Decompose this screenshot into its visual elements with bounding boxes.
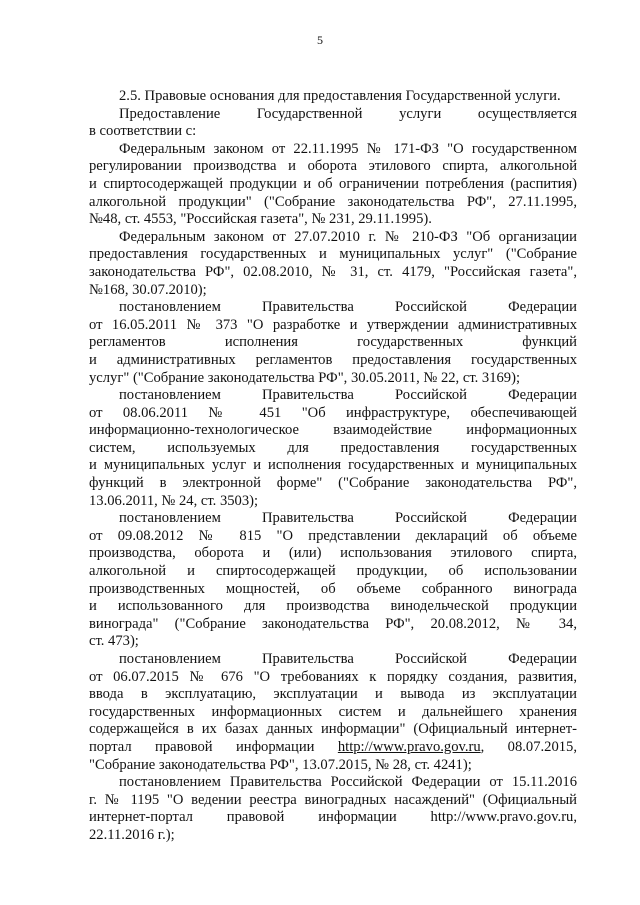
- text-line: №48, ст. 4553, "Российская газета", № 231, 29.11.1995).: [89, 211, 432, 228]
- paragraph: [89, 387, 577, 510]
- text-line: производственных мощностей, об объеме собранного винограда: [89, 580, 577, 597]
- text-line: алкогольной и спиртосодержащей продукции, об использовании: [89, 563, 577, 580]
- paragraph: [89, 651, 577, 774]
- text-line: интернет-портал правовой информации http://www.pravo.gov.ru,: [89, 809, 577, 826]
- text-line: и муниципальных услуг и исполнения государственных и муниципальных: [89, 457, 577, 474]
- text-line: функций в электронной форме" ("Собрание законодательства РФ",: [89, 475, 577, 492]
- text-line: 2.5. Правовые основания для предоставления Государственной услуги.: [119, 88, 561, 104]
- text-line: 22.11.2016 г.);: [89, 826, 175, 843]
- text-line: Федеральным законом от 27.07.2010 г. № 210-ФЗ "Об организации: [119, 228, 577, 245]
- text-line: Федеральным законом от 22.11.1995 № 171-ФЗ "О государственном: [119, 140, 577, 157]
- paragraph: [89, 141, 577, 229]
- text-line: предоставления государственных и муниципальных услуг" ("Собрание: [89, 246, 577, 263]
- page-number: 5: [317, 33, 323, 47]
- text-line: постановлением Правительства Российской Федерации: [119, 387, 577, 404]
- text-line: систем, используемых для предоставления государственных: [89, 439, 577, 456]
- text-line: в соответствии с:: [89, 123, 197, 140]
- paragraph: [89, 299, 577, 387]
- text-line: от 08.06.2011 № 451 "Об инфраструктуре, обеспечивающей: [89, 404, 577, 421]
- text-line: постановлением Правительства Российской Федерации: [119, 299, 577, 316]
- text-line: от 09.08.2012 № 815 "О представлении деклараций об объеме: [89, 527, 577, 544]
- text-line: информационно-технологическое взаимодействие информационных: [89, 422, 577, 439]
- text-line: регламентов исполнения государственных функций: [89, 334, 577, 351]
- pravo-gov-link[interactable]: http://www.pravo.gov.ru: [337, 738, 481, 755]
- text-line: и административных регламентов предоставления государственных: [89, 351, 577, 368]
- text-line: регулировании производства и оборота этилового спирта, алкогольной: [89, 158, 577, 175]
- text-line: и спиртосодержащей продукции и об ограничении потребления (распития): [89, 175, 577, 192]
- paragraph: [89, 510, 577, 651]
- text-line: постановлением Правительства Российской Федерации: [119, 651, 577, 667]
- text-line: государственных информационных систем и дальнейшего хранения: [89, 703, 577, 720]
- text-line: ввода в эксплуатацию, эксплуатации и вывода из эксплуатации: [89, 686, 577, 703]
- text-line: и использованного для производства винодельческой продукции: [89, 598, 577, 615]
- text-line: постановлением Правительства Российской Федерации: [119, 510, 577, 527]
- text-line: винограда" ("Собрание законодательства РФ", 20.08.2012, № 34,: [89, 615, 577, 632]
- document-body: [89, 88, 577, 845]
- text-line: портал правовой информации http://www.pravo.gov.ru, 08.07.2015,: [89, 738, 577, 755]
- paragraph: [89, 88, 577, 106]
- text-line: "Собрание законодательства РФ", 13.07.2015, № 28, ст. 4241);: [89, 756, 472, 773]
- text-line: алкогольной продукции" ("Собрание законодательства РФ", 27.11.1995,: [89, 193, 577, 210]
- text-line: от 16.05.2011 № 373 "О разработке и утверждении административных: [89, 316, 577, 333]
- paragraph: [89, 106, 577, 141]
- text-line: производства, оборота и (или) использования этилового спирта,: [89, 545, 577, 562]
- text-line: Предоставление Государственной услуги осуществляется: [119, 105, 577, 122]
- text-line: 13.06.2011, № 24, ст. 3503);: [89, 492, 259, 509]
- text-line: от 06.07.2015 № 676 "О требованиях к порядку создания, развития,: [89, 668, 577, 685]
- text-line: содержащейся в их базах данных информации" (Официальный интернет-: [89, 721, 577, 738]
- text-line: г. № 1195 "О ведении реестра виноградных насаждений" (Официальный: [89, 791, 577, 808]
- text-line: №168, 30.07.2010);: [89, 281, 207, 298]
- text-line: услуг" ("Собрание законодательства РФ", 30.05.2011, № 22, ст. 3169);: [89, 369, 521, 386]
- text-line: законодательства РФ", 02.08.2010, № 31, ст. 4179, "Российская газета",: [89, 263, 577, 280]
- paragraph: [89, 229, 577, 299]
- paragraph: [89, 774, 577, 844]
- text-line: постановлением Правительства Российской Федерации от 15.11.2016: [119, 774, 577, 791]
- text-line: ст. 473);: [89, 633, 139, 650]
